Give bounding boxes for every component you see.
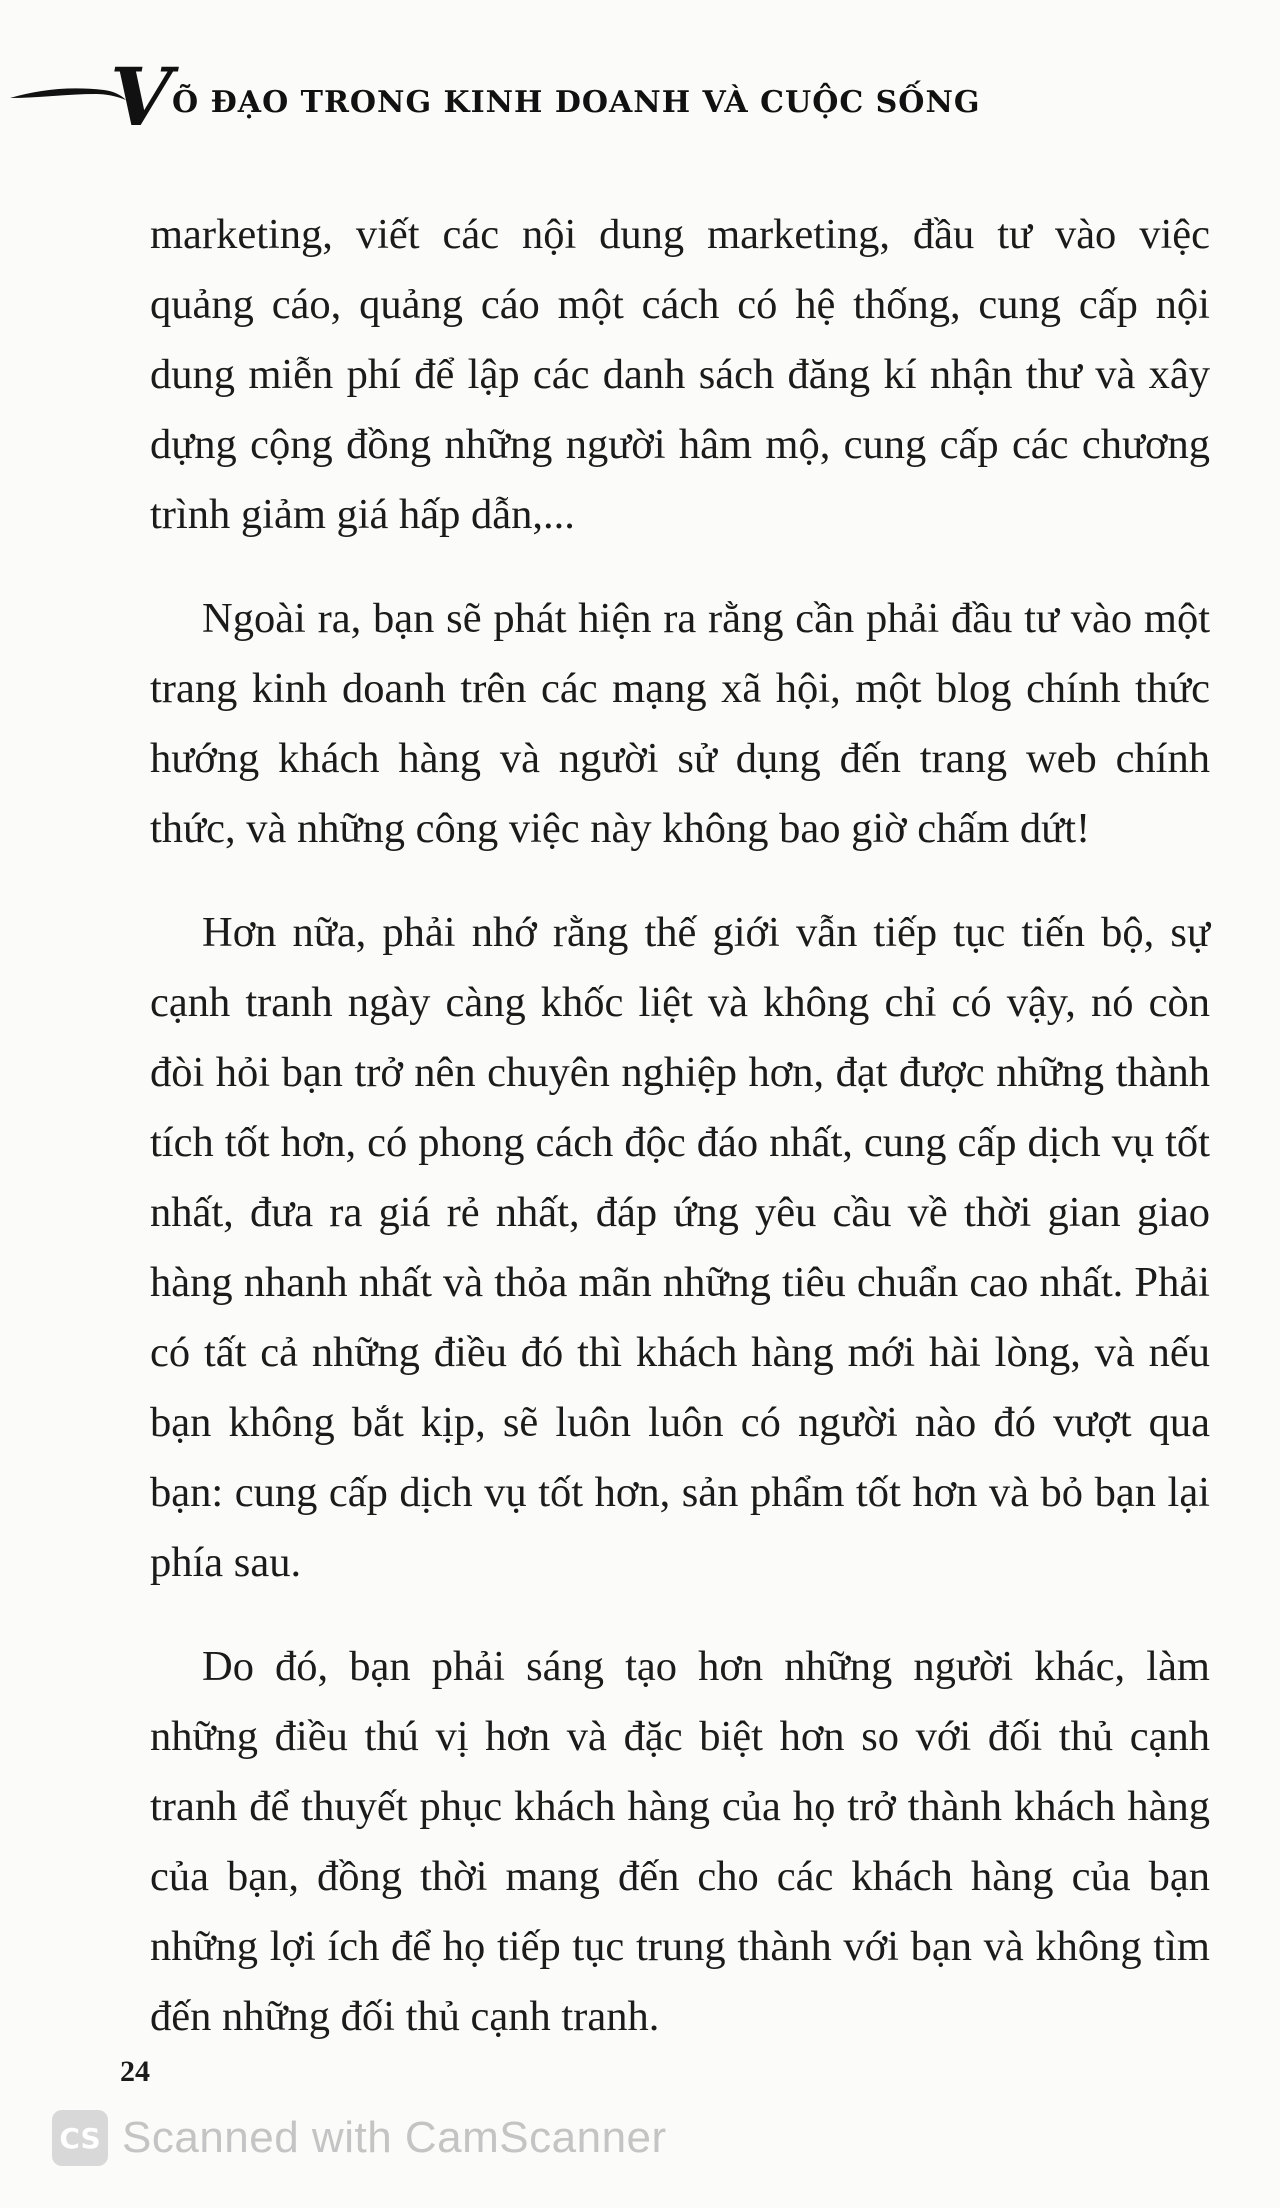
header-title: Õ ĐẠO TRONG KINH DOANH VÀ CUỘC SỐNG [172,85,981,120]
paragraph-2: Ngoài ra, bạn sẽ phát hiện ra rằng cần phải đầu tư vào một trang kinh doanh trên các mạng xã hội, một blog chính thức hướng khách hàng và người sử dụng đến trang web chính thức, và những công việc này không bao giờ chấm dứt! [150,595,1210,852]
watermark-text: Scanned with CamScanner [122,2113,667,2162]
paragraph-4: Do đó, bạn phải sáng tạo hơn những người khác, làm những điều thú vị hơn và đặc biệt hơn so với đối thủ cạnh tranh để thuyết phục khách hàng của họ trở thành khách hàng của bạn, đồng thời mang đến cho các khách hàng của bạn những lợi ích để họ tiếp tục trung thành với bạn và không tìm đến những đối thủ cạnh tranh. [150,1643,1210,2040]
camscanner-logo-icon: CS [52,2110,108,2166]
header-title-initial: V [110,50,173,144]
running-header [0,52,1280,142]
paragraph-3: Hơn nữa, phải nhớ rằng thế giới vẫn tiếp tục tiến bộ, sự cạnh tranh ngày càng khốc liệt và không chỉ có vậy, nó còn đòi hỏi bạn trở nên chuyên nghiệp hơn, đạt được những thành tích tốt hơn, có phong cách độc đáo nhất, cung cấp dịch vụ tốt nhất, đưa ra giá rẻ nhất, đáp ứng yêu cầu về thời gian giao hàng nhanh nhất và thỏa mãn những tiêu chuẩn cao nhất. Phải có tất cả những điều đó thì khách hàng mới hài lòng, và nếu bạn không bắt kịp, sẽ luôn luôn có người nào đó vượt qua bạn: cung cấp dịch vụ tốt hơn, sản phẩm tốt hơn và bỏ bạn lại phía sau. [150,909,1210,1586]
body-text [150,200,1210,2086]
paragraph-1: marketing, viết các nội dung marketing, đầu tư vào việc quảng cáo, quảng cáo một cách có hệ thống, cung cấp nội dung miễn phí để lập các danh sách đăng kí nhận thư và xây dựng cộng đồng những người hâm mộ, cung cấp các chương trình giảm giá hấp dẫn,... [150,211,1210,538]
camscanner-watermark [52,2108,667,2168]
page-number: 24 [120,2055,150,2088]
